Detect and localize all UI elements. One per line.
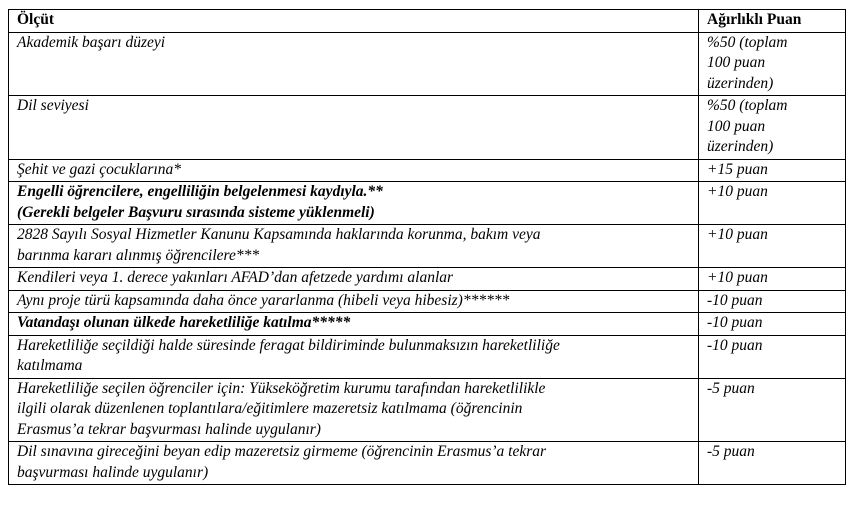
points-text: -10 puan — [707, 314, 763, 331]
criterion-cell — [9, 268, 699, 291]
table-row — [9, 268, 846, 291]
points-cell — [699, 290, 846, 313]
points-cell — [699, 378, 846, 442]
table-row — [9, 182, 846, 225]
table-row — [9, 313, 846, 336]
criterion-text: Dil sınavına gireceğini beyan edip mazeretsiz girmeme (öğrencinin Erasmus’a tekrar — [17, 443, 547, 460]
criterion-text: başvurması halinde uygulanır) — [17, 463, 209, 481]
criterion-cell — [9, 335, 699, 378]
table-row — [9, 96, 846, 160]
points-text: +10 puan — [707, 226, 768, 243]
criterion-cell — [9, 313, 699, 336]
points-cell — [699, 335, 846, 378]
points-cell — [699, 313, 846, 336]
criterion-cell — [9, 225, 699, 268]
points-cell — [699, 96, 846, 160]
points-text: %50 (toplam — [707, 97, 788, 114]
points-cell — [699, 182, 846, 225]
criterion-text: ilgili olarak düzenlenen toplantılara/eğitimlere mazeretsiz katılmama (öğrencinin — [17, 400, 523, 417]
points-text: -10 puan — [707, 336, 763, 354]
criterion-text: katılmama — [17, 357, 83, 374]
criterion-text: Şehit ve gazi çocuklarına* — [17, 160, 181, 178]
points-text: üzerinden) — [707, 138, 774, 155]
criterion-text: Hareketliliğe seçilen öğrenciler için: Yükseköğretim kurumu tarafından hareketlilikle — [17, 379, 546, 397]
criterion-cell — [9, 96, 699, 160]
points-cell — [699, 268, 846, 291]
points-text: üzerinden) — [707, 74, 774, 92]
points-text: %50 (toplam — [707, 33, 788, 51]
points-text: +10 puan — [707, 269, 768, 286]
table-row — [9, 225, 846, 268]
table-row — [9, 159, 846, 182]
header-points: Ağırlıklı Puan — [699, 10, 846, 33]
table-row — [9, 442, 846, 485]
criterion-text: Kendileri veya 1. derece yakınları AFAD’dan afetzede yardımı alanlar — [17, 269, 454, 286]
table-row — [9, 335, 846, 378]
criterion-cell — [9, 442, 699, 485]
header-criterion: Ölçüt — [9, 10, 699, 33]
points-cell — [699, 32, 846, 96]
table-row — [9, 290, 846, 313]
table-row — [9, 378, 846, 442]
criterion-text: Erasmus’a tekrar başvurması halinde uygulanır) — [17, 420, 321, 438]
criterion-cell — [9, 32, 699, 96]
points-text: 100 puan — [707, 54, 766, 71]
criterion-text: Engelli öğrencilere, engelliliğin belgelenmesi kaydıyla.** — [17, 183, 383, 200]
criterion-cell — [9, 378, 699, 442]
criterion-cell — [9, 182, 699, 225]
criterion-text: (Gerekli belgeler Başvuru sırasında sisteme yüklenmeli) — [17, 203, 375, 221]
header-row — [9, 10, 846, 33]
criterion-text: Aynı proje türü kapsamında daha önce yararlanma (hibeli veya hibesiz)****** — [17, 291, 510, 309]
points-text: 100 puan — [707, 117, 766, 135]
table-row — [9, 32, 846, 96]
criterion-cell — [9, 159, 699, 182]
points-text: +15 puan — [707, 160, 768, 178]
criterion-text: Akademik başarı düzeyi — [17, 33, 166, 51]
points-cell — [699, 225, 846, 268]
criterion-cell — [9, 290, 699, 313]
points-cell — [699, 159, 846, 182]
points-text: -10 puan — [707, 291, 763, 309]
criterion-text: Dil seviyesi — [17, 97, 89, 114]
criterion-text: barınma kararı alınmış öğrencilere*** — [17, 246, 260, 264]
points-text: -5 puan — [707, 443, 755, 460]
criteria-table — [8, 9, 846, 485]
points-text: -5 puan — [707, 379, 755, 397]
criterion-text: Hareketliliğe seçildiği halde süresinde feragat bildiriminde bulunmaksızın hareketliliğe — [17, 336, 560, 354]
points-text: +10 puan — [707, 183, 768, 200]
criterion-text: 2828 Sayılı Sosyal Hizmetler Kanunu Kapsamında haklarında korunma, bakım veya — [17, 226, 541, 243]
points-cell — [699, 442, 846, 485]
criterion-text: Vatandaşı olunan ülkede hareketliliğe katılma***** — [17, 314, 351, 331]
